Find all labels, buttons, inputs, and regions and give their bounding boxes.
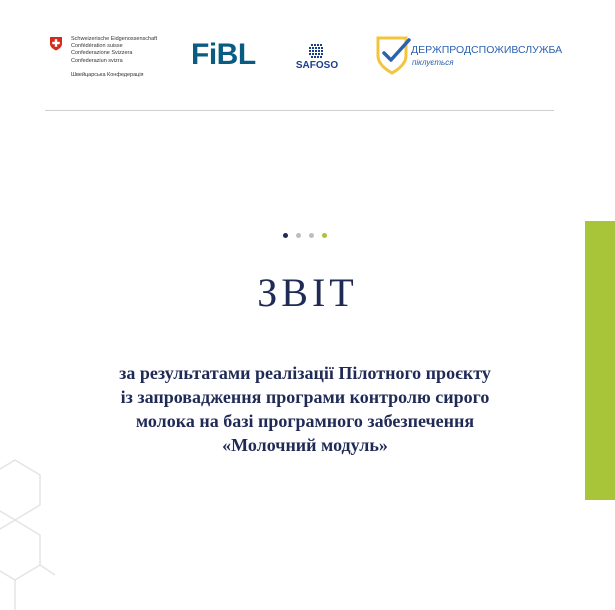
- swiss-confederation-names: [71, 36, 157, 65]
- page-dots: [283, 233, 333, 241]
- safoso-logo: [289, 42, 349, 72]
- dps-tagline: піклується: [412, 58, 454, 67]
- swiss-name-rm: Confederaziun svizra: [71, 57, 123, 64]
- fibl-logo: FiBL: [191, 38, 256, 71]
- report-title: ЗВІТ: [257, 270, 358, 315]
- dps-shield-check-icon: [375, 34, 411, 76]
- swiss-name-fr: Confédération suisse: [71, 43, 123, 50]
- report-subtitle: [40, 361, 570, 457]
- subtitle-line-4: «Молочний модуль»: [222, 435, 388, 455]
- swiss-confederation-logo: [49, 36, 169, 86]
- partner-logos-header: [45, 30, 563, 90]
- dot-3: [309, 233, 314, 238]
- header-divider: [45, 110, 554, 111]
- dot-2: [296, 233, 301, 238]
- safoso-wordmark: SAFOSO: [295, 60, 339, 71]
- dps-logo: [375, 34, 563, 76]
- subtitle-line-1: за результатами реалізації Пілотного проєкту: [119, 363, 491, 383]
- swiss-coat-of-arms-icon: [49, 36, 63, 51]
- swiss-name-it: Confederazione Svizzera: [71, 50, 133, 57]
- dps-name: ДЕРЖПРОДСПОЖИВСЛУЖБА: [411, 44, 563, 56]
- subtitle-line-3: молока на базі програмного забезпечення: [135, 411, 475, 431]
- dot-4: [322, 233, 327, 238]
- green-accent-bar: [585, 221, 615, 500]
- subtitle-line-2: із запровадження програми контролю сирого: [120, 387, 490, 407]
- swiss-name-de: Schweizerische Eidgenossenschaft: [71, 36, 158, 42]
- dot-1: [283, 233, 288, 238]
- swiss-name-ua: Швейцарська Конфедерація: [71, 72, 144, 78]
- hexagon-pattern-decoration: [0, 455, 60, 610]
- safoso-globe-icon: [289, 42, 345, 60]
